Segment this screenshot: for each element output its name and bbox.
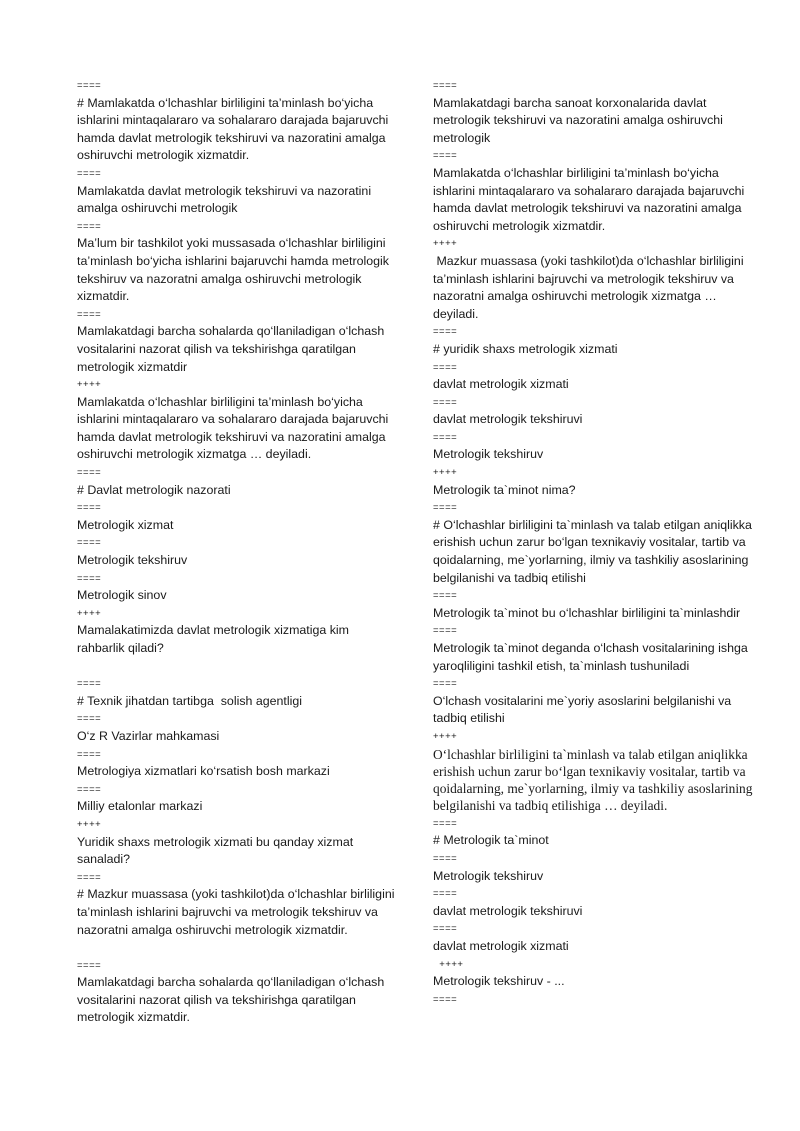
text-paragraph: Mamlakatda o‘lchashlar birliligini ta’minlash bo‘yicha ishlarini mintaqalararo va sohalararo darajada bajaruvchi hamda davlat metrologik tekshiruvi va nazoratini amalga oshiruvchi metrologik xizmatdir. <box>433 165 748 233</box>
answer-separator: ==== <box>77 537 102 549</box>
left-column <box>77 77 397 1027</box>
text-paragraph: Metrologiya xizmatlari ko‘rsatish bosh markazi <box>77 764 330 779</box>
answer-separator: ==== <box>77 167 102 179</box>
answer-separator: ==== <box>77 959 102 971</box>
question-separator: ++++ <box>433 238 458 250</box>
answer-separator: ==== <box>433 396 458 408</box>
text-paragraph: Metrologik ta`minot bu o‘lchashlar birliligini ta`minlashdir <box>433 605 741 620</box>
correct-answer-text: # Texnik jihatdan tartibga solish agentligi <box>77 693 303 708</box>
text-paragraph: Mamlakatda o‘lchashlar birliligini ta’minlash bo‘yicha ishlarini mintaqalararo va sohalararo darajada bajaruvchi hamda davlat metrologik tekshiruvi va nazoratini amalga oshiruvchi metrologik xizmatga … deyiladi. <box>77 394 392 462</box>
text-paragraph: Metrologik sinov <box>77 588 167 603</box>
correct-answer-text: # yuridik shaxs metrologik xizmati <box>433 341 618 356</box>
answer-separator: ==== <box>433 431 458 443</box>
answer-separator: ==== <box>433 817 458 829</box>
text-paragraph: Metrologik tekshiruv <box>77 553 188 568</box>
answer-separator: ==== <box>77 678 102 690</box>
answer-separator: ==== <box>433 888 458 900</box>
question-separator: ++++ <box>433 730 458 742</box>
answer-separator: ==== <box>433 625 458 637</box>
answer-separator: ==== <box>433 361 458 373</box>
correct-answer-text: # O‘lchashlar birliligini ta`minlash va talab etilgan aniqlikka erishish uchun zarur bo‘lgan texnikaviy vositalar, tartib va qoidalarning, me`yorlarning, ilmiy va tashkiliy asoslarining belgilanishi va tadbiq etilishi <box>433 517 756 585</box>
text-paragraph: davlat metrologik tekshiruvi <box>433 903 583 918</box>
question-separator: ++++ <box>433 467 458 479</box>
answer-separator: ==== <box>433 678 458 690</box>
question-separator: ++++ <box>77 607 102 619</box>
blank-line <box>77 939 397 957</box>
right-column <box>433 77 756 1008</box>
answer-separator: ==== <box>433 923 458 935</box>
answer-separator: ==== <box>77 871 102 883</box>
blank-line <box>77 658 397 676</box>
text-paragraph: O‘lchash vositalarini me`yoriy asoslarini belgilanishi va tadbiq etilishi <box>433 693 735 726</box>
answer-separator: ==== <box>77 80 102 91</box>
text-paragraph: Mamlakatdagi barcha sohalarda qo‘llaniladigan o‘lchash vositalarini nazorat qilish va tekshirishga qaratilgan metrologik xizmatdir <box>77 324 388 374</box>
answer-separator: ==== <box>77 220 102 232</box>
answer-separator: ==== <box>77 572 102 584</box>
answer-separator: ==== <box>77 748 102 760</box>
answer-separator: ==== <box>77 783 102 795</box>
text-paragraph: Metrologik ta`minot nima? <box>433 482 576 497</box>
answer-separator: ==== <box>433 590 458 602</box>
text-paragraph: Yuridik shaxs metrologik xizmati bu qanday xizmat sanaladi? <box>77 834 357 867</box>
answer-separator: ==== <box>433 852 458 864</box>
text-paragraph: davlat metrologik tekshiruvi <box>433 412 583 427</box>
text-paragraph: Mamlakatda davlat metrologik tekshiruvi va nazoratini amalga oshiruvchi metrologik <box>77 183 375 216</box>
answer-separator: ==== <box>433 502 458 514</box>
answer-separator: ==== <box>77 308 102 320</box>
text-paragraph: Mamlakatdagi barcha sanoat korxonalarida davlat metrologik tekshiruvi va nazoratini amalga oshiruvchi metrologik <box>433 95 727 145</box>
answer-separator: ==== <box>77 502 102 514</box>
text-paragraph: Metrologik xizmat <box>77 517 174 532</box>
text-paragraph: Mamlakatdagi barcha sohalarda qo‘llaniladigan o‘lchash vositalarini nazorat qilish va tekshirishga qaratilgan metrologik xizmatdir. <box>77 975 388 1025</box>
text-paragraph: O‘lchashlar birliligini ta`minlash va talab etilgan aniqlikka erishish uchun zarur bo‘lgan texnikaviy vositalar, tartib va qoidalarning, me`yorlarning, ilmiy va tashkiliy asoslarining belgilanishi va tadbiq etilishiga … deyiladi. <box>433 746 756 814</box>
text-paragraph: O‘z R Vazirlar mahkamasi <box>77 728 220 743</box>
text-paragraph: Ma’lum bir tashkilot yoki mussasada o‘lchashlar birliligini ta’minlash bo‘yicha ishlarini bajaruvchi hamda metrologik tekshiruv va nazoratni amalga oshiruvchi metrologik xizmatdir. <box>77 236 393 304</box>
answer-separator: ==== <box>433 80 458 91</box>
text-paragraph: Mazkur muassasa (yoki tashkilot)da o‘lchashlar birliligini ta’minlash ishlarini bajruvchi va metrologik tekshiruv va nazoratni amalga oshiruvchi metrologik xizmatga … deyiladi. <box>433 253 748 321</box>
text-paragraph: Mamalakatimizda davlat metrologik xizmatiga kim rahbarlik qiladi? <box>77 623 353 655</box>
text-paragraph: davlat metrologik xizmati <box>433 377 569 392</box>
correct-answer-text: # Metrologik ta`minot <box>433 833 549 848</box>
text-paragraph: Metrologik ta`minot deganda o‘lchash vositalarining ishga yaroqliligini tashkil etish, ta`minlash tushuniladi <box>433 641 752 673</box>
answer-separator: ==== <box>77 467 102 479</box>
answer-separator: ==== <box>77 713 102 725</box>
question-separator: ++++ <box>433 958 464 970</box>
text-paragraph: Metrologik tekshiruv <box>433 447 544 462</box>
answer-separator: ==== <box>433 326 458 338</box>
question-separator: ++++ <box>77 818 102 830</box>
text-paragraph: Milliy etalonlar markazi <box>77 799 203 814</box>
text-paragraph: Metrologik tekshiruv <box>433 868 544 883</box>
answer-separator: ==== <box>433 150 458 162</box>
correct-answer-text: # Mazkur muassasa (yoki tashkilot)da o‘lchashlar birliligini ta’minlash ishlarini bajruvchi va metrologik tekshiruv va nazoratni amalga oshiruvchi metrologik xizmatdir. <box>77 887 398 937</box>
correct-answer-text: # Mamlakatda o‘lchashlar birliligini ta’minlash bo‘yicha ishlarini mintaqalararo va sohalararo darajada bajaruvchi hamda davlat metrologik tekshiruvi va nazoratini amalga oshiruvchi metrologik xizmatdir. <box>77 95 392 163</box>
correct-answer-text: # Davlat metrologik nazorati <box>77 482 231 497</box>
text-paragraph: davlat metrologik xizmati <box>433 938 569 953</box>
text-paragraph: Metrologik tekshiruv - ... <box>433 974 565 989</box>
question-separator: ++++ <box>77 379 102 391</box>
answer-separator: ==== <box>433 993 458 1005</box>
